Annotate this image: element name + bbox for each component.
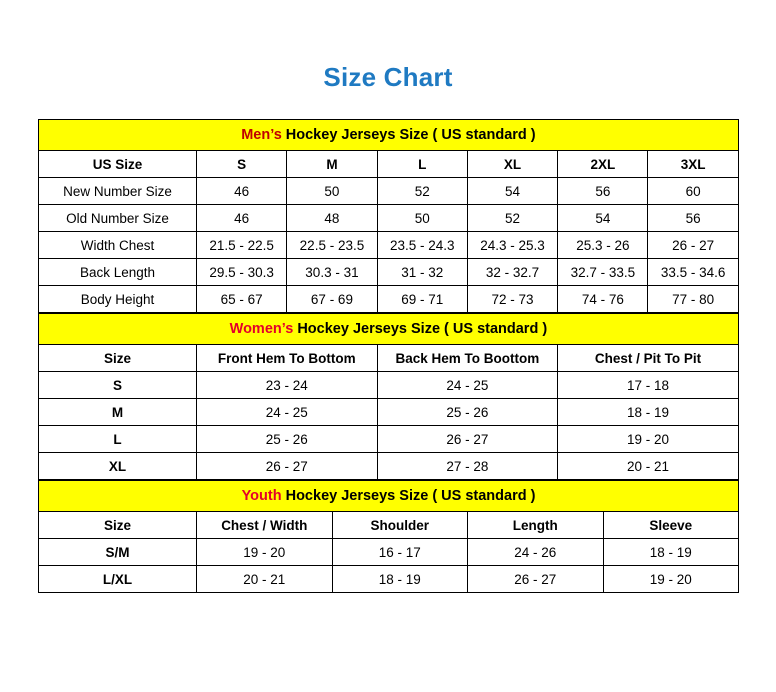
youth-col-0: Size <box>39 512 197 539</box>
mens-cell: 52 <box>377 178 467 205</box>
youth-col-3: Length <box>468 512 604 539</box>
mens-col-0: US Size <box>39 151 197 178</box>
mens-cell: 56 <box>648 205 738 232</box>
mens-cell: 77 - 80 <box>648 286 738 313</box>
table-row <box>39 453 739 480</box>
table-row <box>39 372 739 399</box>
mens-cell: 48 <box>287 205 377 232</box>
youth-header-accent: Youth <box>241 488 282 504</box>
page-title: Size Chart <box>323 62 453 92</box>
youth-col-2: Shoulder <box>332 512 468 539</box>
womens-cell: 25 - 26 <box>377 399 558 426</box>
size-tables <box>38 119 738 593</box>
mens-column-header-row <box>39 151 739 178</box>
youth-col-4: Sleeve <box>603 512 739 539</box>
youth-cell: 16 - 17 <box>332 539 468 566</box>
youth-section-header-cell <box>39 481 739 512</box>
mens-cell: 50 <box>377 205 467 232</box>
youth-cell: 19 - 20 <box>603 566 739 593</box>
womens-section-header <box>39 314 739 345</box>
womens-cell: 17 - 18 <box>558 372 739 399</box>
mens-row-label: Body Height <box>39 286 197 313</box>
womens-header-accent: Women’s <box>229 321 294 337</box>
womens-col-2: Back Hem To Boottom <box>377 345 558 372</box>
womens-col-1: Front Hem To Bottom <box>197 345 378 372</box>
mens-cell: 74 - 76 <box>558 286 648 313</box>
womens-row-label: S <box>39 372 197 399</box>
table-row <box>39 232 739 259</box>
table-row <box>39 539 739 566</box>
mens-cell: 67 - 69 <box>287 286 377 313</box>
womens-col-0: Size <box>39 345 197 372</box>
mens-cell: 32 - 32.7 <box>467 259 557 286</box>
youth-header-rest: Hockey Jerseys Size ( US standard ) <box>281 488 536 504</box>
youth-col-1: Chest / Width <box>197 512 333 539</box>
mens-section-header <box>39 120 739 151</box>
table-row <box>39 399 739 426</box>
table-row <box>39 426 739 453</box>
womens-cell: 25 - 26 <box>197 426 378 453</box>
mens-cell: 29.5 - 30.3 <box>197 259 287 286</box>
mens-cell: 33.5 - 34.6 <box>648 259 738 286</box>
mens-col-5: 2XL <box>558 151 648 178</box>
mens-section-header-cell <box>39 120 739 151</box>
youth-row-label: S/M <box>39 539 197 566</box>
mens-cell: 22.5 - 23.5 <box>287 232 377 259</box>
mens-cell: 50 <box>287 178 377 205</box>
womens-header-rest: Hockey Jerseys Size ( US standard ) <box>293 321 548 337</box>
mens-cell: 32.7 - 33.5 <box>558 259 648 286</box>
mens-col-1: S <box>197 151 287 178</box>
mens-cell: 54 <box>558 205 648 232</box>
mens-cell: 54 <box>467 178 557 205</box>
youth-cell: 26 - 27 <box>468 566 604 593</box>
mens-cell: 60 <box>648 178 738 205</box>
mens-header-rest: Hockey Jerseys Size ( US standard ) <box>281 127 536 143</box>
womens-cell: 26 - 27 <box>197 453 378 480</box>
mens-col-2: M <box>287 151 377 178</box>
youth-cell: 18 - 19 <box>603 539 739 566</box>
womens-cell: 26 - 27 <box>377 426 558 453</box>
mens-col-6: 3XL <box>648 151 738 178</box>
mens-cell: 30.3 - 31 <box>287 259 377 286</box>
mens-cell: 72 - 73 <box>467 286 557 313</box>
mens-row-label: Back Length <box>39 259 197 286</box>
womens-row-label: M <box>39 399 197 426</box>
womens-cell: 27 - 28 <box>377 453 558 480</box>
mens-cell: 56 <box>558 178 648 205</box>
youth-section-header <box>39 481 739 512</box>
table-row <box>39 178 739 205</box>
mens-row-label: New Number Size <box>39 178 197 205</box>
womens-cell: 18 - 19 <box>558 399 739 426</box>
mens-header-accent: Men’s <box>241 127 282 143</box>
mens-cell: 25.3 - 26 <box>558 232 648 259</box>
youth-column-header-row <box>39 512 739 539</box>
table-row <box>39 286 739 313</box>
mens-cell: 46 <box>197 205 287 232</box>
mens-cell: 23.5 - 24.3 <box>377 232 467 259</box>
womens-col-3: Chest / Pit To Pit <box>558 345 739 372</box>
mens-cell: 46 <box>197 178 287 205</box>
mens-row-label: Width Chest <box>39 232 197 259</box>
youth-cell: 18 - 19 <box>332 566 468 593</box>
mens-row-label: Old Number Size <box>39 205 197 232</box>
mens-col-3: L <box>377 151 467 178</box>
table-row <box>39 566 739 593</box>
womens-cell: 24 - 25 <box>197 399 378 426</box>
womens-column-header-row <box>39 345 739 372</box>
womens-cell: 23 - 24 <box>197 372 378 399</box>
mens-cell: 21.5 - 22.5 <box>197 232 287 259</box>
womens-row-label: L <box>39 426 197 453</box>
youth-size-table <box>38 480 739 593</box>
womens-section-header-cell <box>39 314 739 345</box>
mens-cell: 65 - 67 <box>197 286 287 313</box>
youth-cell: 20 - 21 <box>197 566 333 593</box>
youth-cell: 19 - 20 <box>197 539 333 566</box>
mens-cell: 69 - 71 <box>377 286 467 313</box>
youth-row-label: L/XL <box>39 566 197 593</box>
mens-size-table <box>38 119 739 313</box>
womens-cell: 19 - 20 <box>558 426 739 453</box>
womens-cell: 24 - 25 <box>377 372 558 399</box>
mens-cell: 26 - 27 <box>648 232 738 259</box>
mens-cell: 52 <box>467 205 557 232</box>
mens-cell: 31 - 32 <box>377 259 467 286</box>
youth-cell: 24 - 26 <box>468 539 604 566</box>
mens-col-4: XL <box>467 151 557 178</box>
table-row <box>39 259 739 286</box>
womens-row-label: XL <box>39 453 197 480</box>
womens-cell: 20 - 21 <box>558 453 739 480</box>
womens-size-table <box>38 313 739 480</box>
mens-cell: 24.3 - 25.3 <box>467 232 557 259</box>
table-row <box>39 205 739 232</box>
